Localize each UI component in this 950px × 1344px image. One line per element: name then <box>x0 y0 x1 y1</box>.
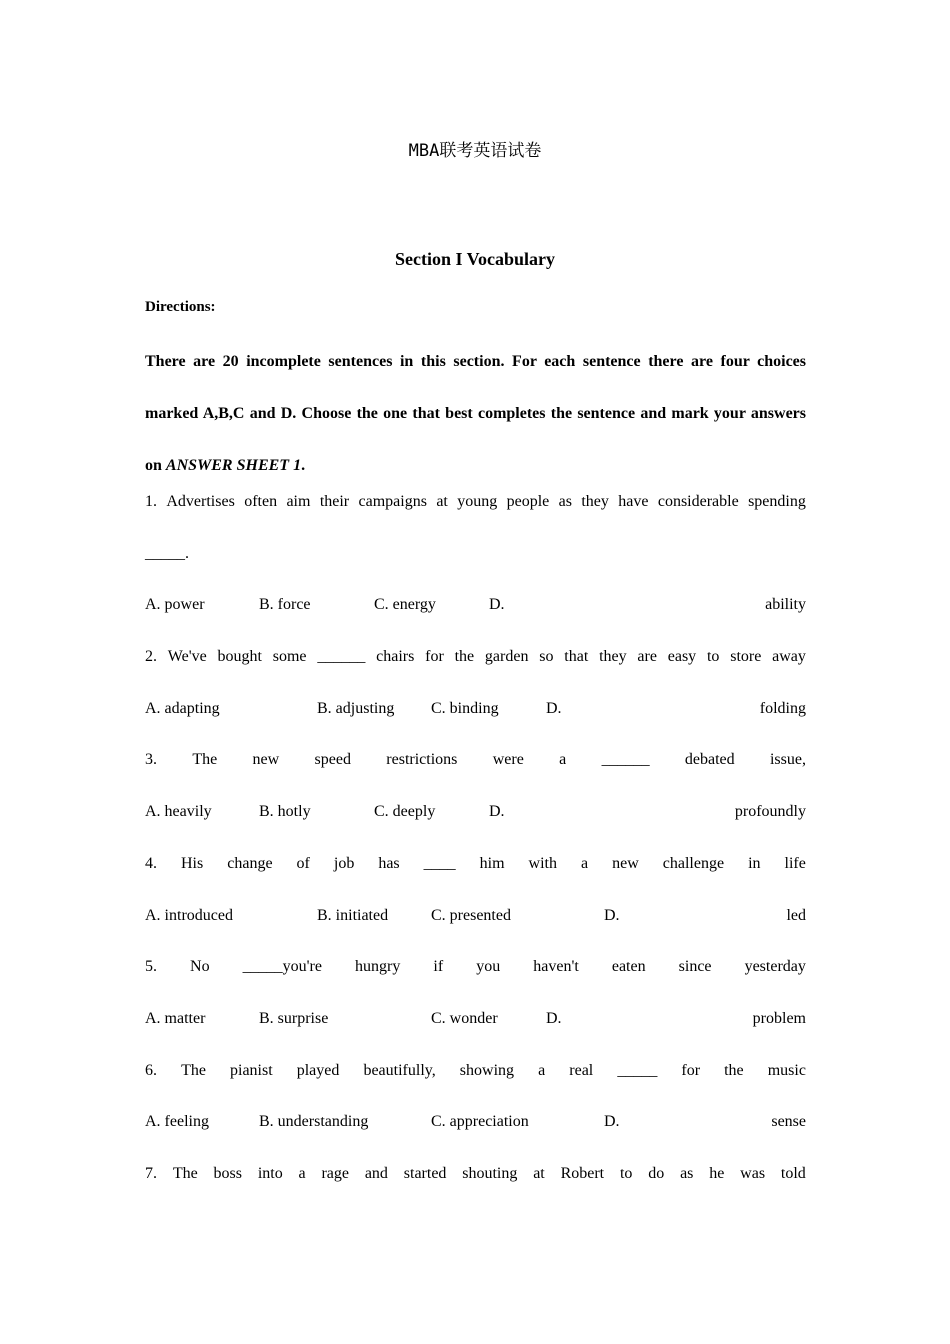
stem-word: some <box>272 648 307 666</box>
stem-word: shouting <box>462 1164 518 1182</box>
option-d: D. <box>604 1113 620 1131</box>
stem-word: has <box>378 854 400 872</box>
section-title: Section I Vocabulary <box>394 249 556 269</box>
stem-word: that <box>564 648 589 666</box>
option-d-text: sense <box>771 1113 806 1131</box>
stem-word: real <box>569 1061 594 1079</box>
option-d-text: problem <box>752 1009 806 1027</box>
option-b: B. hotly <box>259 803 311 821</box>
question-stem <box>145 1045 806 1097</box>
stem-word: told <box>780 1164 806 1182</box>
stem-word: We've <box>167 648 207 666</box>
stem-word: restrictions <box>386 751 458 769</box>
stem-word: they <box>599 648 627 666</box>
stem-word: 4. <box>145 854 157 872</box>
question-stem-continuation: _____. <box>145 544 189 562</box>
option-c: C. presented <box>431 906 511 924</box>
stem-word: ______ <box>601 751 650 769</box>
stem-word: do <box>648 1164 665 1182</box>
option-a: A. adapting <box>145 699 220 717</box>
option-d: D. <box>546 699 562 717</box>
stem-word: No <box>190 958 210 976</box>
stem-word: spending <box>748 493 806 510</box>
stem-word: and <box>364 1164 388 1182</box>
option-d-text: folding <box>759 699 806 717</box>
stem-word: change <box>227 854 273 872</box>
stem-word: a <box>581 854 589 872</box>
stem-word: him <box>479 854 505 872</box>
answer-options <box>145 786 806 838</box>
stem-word: ______ <box>317 648 366 666</box>
option-c: C. wonder <box>431 1009 498 1027</box>
option-d-text: led <box>786 906 806 924</box>
stem-word: often <box>244 493 278 510</box>
stem-word: he <box>709 1164 725 1182</box>
stem-word: hungry <box>355 958 401 976</box>
stem-word: with <box>528 854 557 872</box>
option-d: D. <box>489 596 505 614</box>
stem-word: played <box>296 1061 340 1079</box>
stem-word: His <box>181 854 204 872</box>
stem-word: speed <box>314 751 351 769</box>
stem-word: to <box>706 648 720 666</box>
stem-word: at <box>533 1164 545 1182</box>
stem-word: for <box>425 648 444 666</box>
option-a: A. feeling <box>145 1113 209 1131</box>
option-a: A. heavily <box>145 803 212 821</box>
stem-word: new <box>252 751 280 769</box>
stem-word: to <box>619 1164 633 1182</box>
stem-word: 6. <box>145 1061 157 1079</box>
stem-word: the <box>454 648 475 666</box>
stem-word: 3. <box>145 751 157 769</box>
stem-word: eaten <box>611 958 646 976</box>
question-stem <box>145 838 806 890</box>
question-stem <box>145 631 806 683</box>
option-b: B. understanding <box>259 1113 369 1131</box>
stem-word: beautifully, <box>363 1061 436 1079</box>
stem-word: store <box>730 648 762 666</box>
stem-word: 2. <box>145 648 157 666</box>
stem-word: ____ <box>423 854 456 872</box>
option-b: B. initiated <box>317 906 389 924</box>
question-list <box>145 476 806 1200</box>
option-a: A. introduced <box>145 906 233 924</box>
stem-word: rage <box>321 1164 349 1182</box>
answer-options <box>145 890 806 942</box>
stem-word: were <box>492 751 524 769</box>
option-b: B. surprise <box>259 1009 329 1027</box>
stem-word: since <box>678 958 712 976</box>
stem-word: campaigns <box>358 493 427 510</box>
stem-word: have <box>618 493 649 510</box>
stem-word: chairs <box>376 648 415 666</box>
option-d: D. <box>489 803 505 821</box>
stem-word: a <box>538 1061 546 1079</box>
stem-word: young <box>457 493 498 510</box>
stem-word: their <box>319 493 350 510</box>
stem-word: are <box>637 648 657 666</box>
stem-word: was <box>740 1164 766 1182</box>
stem-word: so <box>539 648 554 666</box>
stem-word: as <box>680 1164 694 1182</box>
answer-sheet-reference: ANSWER SHEET 1 <box>165 457 302 474</box>
option-a: A. power <box>145 596 205 614</box>
answer-options <box>145 683 806 735</box>
stem-word: 5. <box>145 958 157 976</box>
option-d-text: profoundly <box>734 803 806 821</box>
stem-word: The <box>192 751 218 769</box>
option-b: B. force <box>259 596 311 614</box>
stem-word: a <box>298 1164 306 1182</box>
stem-word: yesterday <box>744 958 806 976</box>
stem-word: away <box>772 648 806 666</box>
directions-label: Directions: <box>145 299 216 315</box>
stem-word: job <box>333 854 355 872</box>
stem-word: easy <box>667 648 697 666</box>
answer-options <box>145 1096 806 1148</box>
stem-word: at <box>436 493 448 510</box>
stem-word: the <box>724 1061 744 1079</box>
option-c: C. appreciation <box>431 1113 529 1131</box>
stem-word: Robert <box>560 1164 605 1182</box>
answer-options <box>145 993 806 1045</box>
stem-word: haven't <box>533 958 579 976</box>
stem-word: _____you're <box>242 958 322 976</box>
stem-word: _____ <box>617 1061 658 1079</box>
stem-word: Advertises <box>166 493 235 510</box>
directions-body: There are 20 incomplete sentences in this section. For each sentence there are four choices marked A,B,C and D. Choose the one that best completes the sentence and mark your answers on <box>145 353 806 474</box>
question-stem <box>145 476 806 528</box>
stem-word: in <box>748 854 761 872</box>
option-c: C. energy <box>374 596 436 614</box>
option-b: B. adjusting <box>317 699 395 717</box>
stem-word: people <box>506 493 550 510</box>
answer-options <box>145 579 806 631</box>
stem-word: The <box>172 1164 198 1182</box>
directions-period: . <box>301 457 306 474</box>
stem-word: 7. <box>145 1164 157 1182</box>
stem-word: pianist <box>230 1061 273 1079</box>
stem-word: new <box>612 854 639 872</box>
option-d: D. <box>604 906 620 924</box>
option-c: C. binding <box>431 699 499 717</box>
stem-word: 1. <box>145 493 157 510</box>
option-d-text: ability <box>765 596 806 614</box>
stem-word: considerable <box>657 493 739 510</box>
stem-word: for <box>681 1061 701 1079</box>
stem-word: as <box>558 493 572 510</box>
question-stem <box>145 1148 806 1200</box>
stem-word: started <box>403 1164 447 1182</box>
stem-word: challenge <box>662 854 725 872</box>
option-c: C. deeply <box>374 803 436 821</box>
option-d: D. <box>546 1009 562 1027</box>
stem-word: aim <box>286 493 311 510</box>
stem-word: into <box>257 1164 283 1182</box>
option-a: A. matter <box>145 1009 206 1027</box>
stem-word: showing <box>459 1061 515 1079</box>
stem-word: boss <box>213 1164 242 1182</box>
stem-word: garden <box>484 648 529 666</box>
stem-word: music <box>767 1061 806 1079</box>
stem-word: you <box>476 958 501 976</box>
document-title: MBA联考英语试卷 <box>408 141 542 161</box>
stem-word: issue, <box>769 751 806 769</box>
stem-word: bought <box>217 648 262 666</box>
stem-word: a <box>559 751 567 769</box>
stem-word: of <box>296 854 310 872</box>
question-stem <box>145 941 806 993</box>
question-stem <box>145 734 806 786</box>
stem-word: life <box>784 854 806 872</box>
stem-word: if <box>433 958 444 976</box>
stem-word: they <box>581 493 609 510</box>
stem-word: debated <box>684 751 735 769</box>
directions-text <box>145 336 806 492</box>
stem-word: The <box>181 1061 206 1079</box>
